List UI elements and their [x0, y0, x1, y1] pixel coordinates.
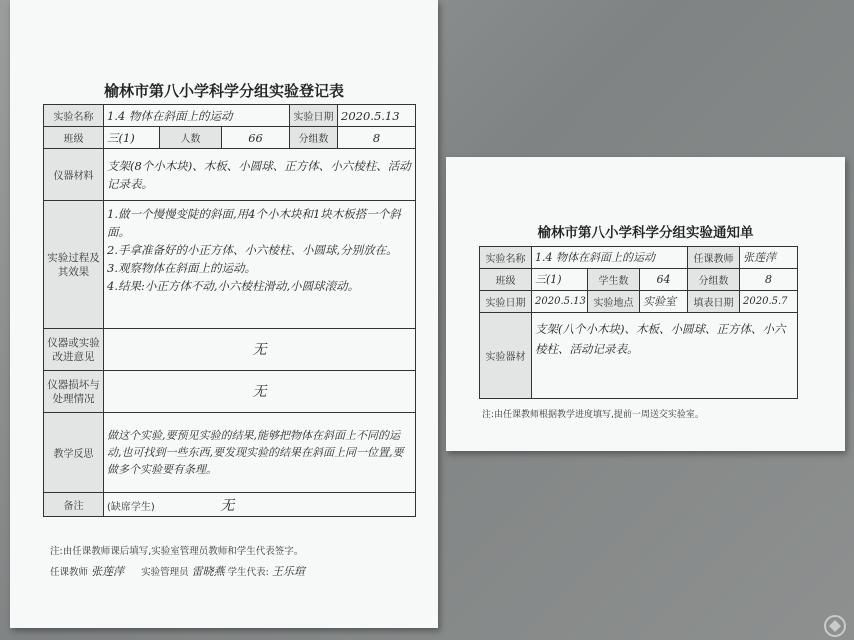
label-remarks: 备注	[44, 493, 104, 517]
value-reflection: 做这个实验,要预见实验的结果,能够把物体在斜面上不同的运动,也可找到一些东西,要发现实验的结果在斜面上同一位置,要做多个实验要有条理。	[107, 429, 404, 476]
label-suggestion-line1: 仪器或实验	[47, 336, 100, 349]
notice-value-fill-date: 2020.5.7	[743, 295, 788, 307]
label-damage	[44, 371, 104, 413]
process-step-1: 1.做一个慢慢变陡的斜面,用4个小木块和1块木板搭一个斜面。	[107, 207, 401, 239]
label-suggestion	[44, 329, 104, 371]
student-label: 学生代表:	[227, 567, 269, 578]
student-signature: 王乐瑄	[271, 565, 305, 578]
notice-value-class: 三(1)	[535, 272, 562, 286]
label-experiment-date: 实验日期	[290, 105, 338, 127]
notice-sheet	[446, 157, 845, 451]
notice-label-experiment-name: 实验名称	[480, 247, 532, 269]
absent-students-label: (缺席学生)	[107, 501, 155, 513]
value-people: 66	[248, 130, 263, 145]
label-suggestion-line2: 改进意见	[52, 350, 95, 363]
value-class: 三(1)	[107, 130, 135, 145]
notice-label-class: 班级	[480, 269, 532, 291]
value-experiment-date: 2020.5.13	[341, 108, 400, 123]
notice-value-location: 实验室	[643, 294, 676, 308]
label-process-line1: 实验过程及	[47, 251, 100, 264]
record-sheet	[10, 0, 438, 628]
notice-value-experiment-name: 1.4 物体在斜面上的运动	[535, 250, 655, 264]
watermark-icon	[820, 612, 850, 640]
notice-value-students: 64	[656, 272, 671, 286]
notice-value-experiment-date: 2020.5.13	[535, 295, 586, 307]
notice-label-equipment: 实验器材	[480, 313, 532, 399]
notice-label-location: 实验地点	[588, 291, 640, 313]
notice-label-students: 学生数	[588, 269, 640, 291]
label-damage-line2: 处理情况	[52, 392, 95, 405]
label-experiment-name: 实验名称	[44, 105, 104, 127]
label-damage-line1: 仪器损坏与	[47, 378, 100, 391]
record-footer-note: 注:由任课教师课后填写,实验室管理员教师和学生代表签字。	[50, 546, 304, 557]
notice-footer-note: 注:由任课教师根据教学进度填写,提前一周送交实验室。	[482, 410, 704, 420]
notice-label-teacher: 任课教师	[688, 247, 740, 269]
notice-value-groups: 8	[765, 272, 773, 286]
process-step-4: 4.结果:小正方体不动,小六棱柱滑动,小圆球滚动。	[107, 279, 360, 293]
label-process-line2: 其效果	[57, 265, 90, 278]
label-class: 班级	[44, 127, 104, 149]
value-equipment: 支架(8个小木块)、木板、小圆球、正方体、小六棱柱、活动记录表。	[107, 158, 411, 191]
value-suggestion: 无	[252, 341, 267, 358]
notice-value-equipment: 支架(八个小木块)、木板、小圆球、正方体、小六棱柱、活动记录表。	[535, 322, 786, 356]
process-step-3: 3.观察物体在斜面上的运动。	[107, 261, 256, 275]
process-step-2: 2.手拿准备好的小正方体、小六棱柱、小圆球,分别放在。	[107, 243, 398, 257]
notice-label-groups: 分组数	[688, 269, 740, 291]
value-groups: 8	[372, 130, 381, 145]
notice-label-experiment-date: 实验日期	[480, 291, 532, 313]
notice-label-fill-date: 填表日期	[688, 291, 740, 313]
label-reflection: 教学反思	[44, 413, 104, 493]
label-groups: 分组数	[290, 127, 338, 149]
notice-table	[479, 246, 798, 399]
value-remarks: 无	[220, 497, 235, 514]
notice-title: 榆林市第八小学科学分组实验通知单	[537, 225, 754, 241]
record-table	[43, 104, 416, 517]
label-people: 人数	[160, 127, 222, 149]
teacher-signature: 张莲萍	[91, 565, 125, 578]
value-damage: 无	[252, 383, 267, 400]
record-title: 榆林市第八小学科学分组实验登记表	[103, 82, 344, 100]
label-process	[44, 201, 104, 329]
admin-signature: 雷晓燕	[191, 565, 225, 578]
teacher-label: 任课教师	[50, 567, 89, 578]
value-experiment-name: 1.4 物体在斜面上的运动	[107, 108, 233, 123]
notice-value-teacher: 张莲萍	[743, 250, 777, 264]
label-equipment: 仪器材料	[44, 149, 104, 201]
admin-label: 实验管理员	[141, 567, 189, 578]
signature-row	[50, 563, 305, 579]
